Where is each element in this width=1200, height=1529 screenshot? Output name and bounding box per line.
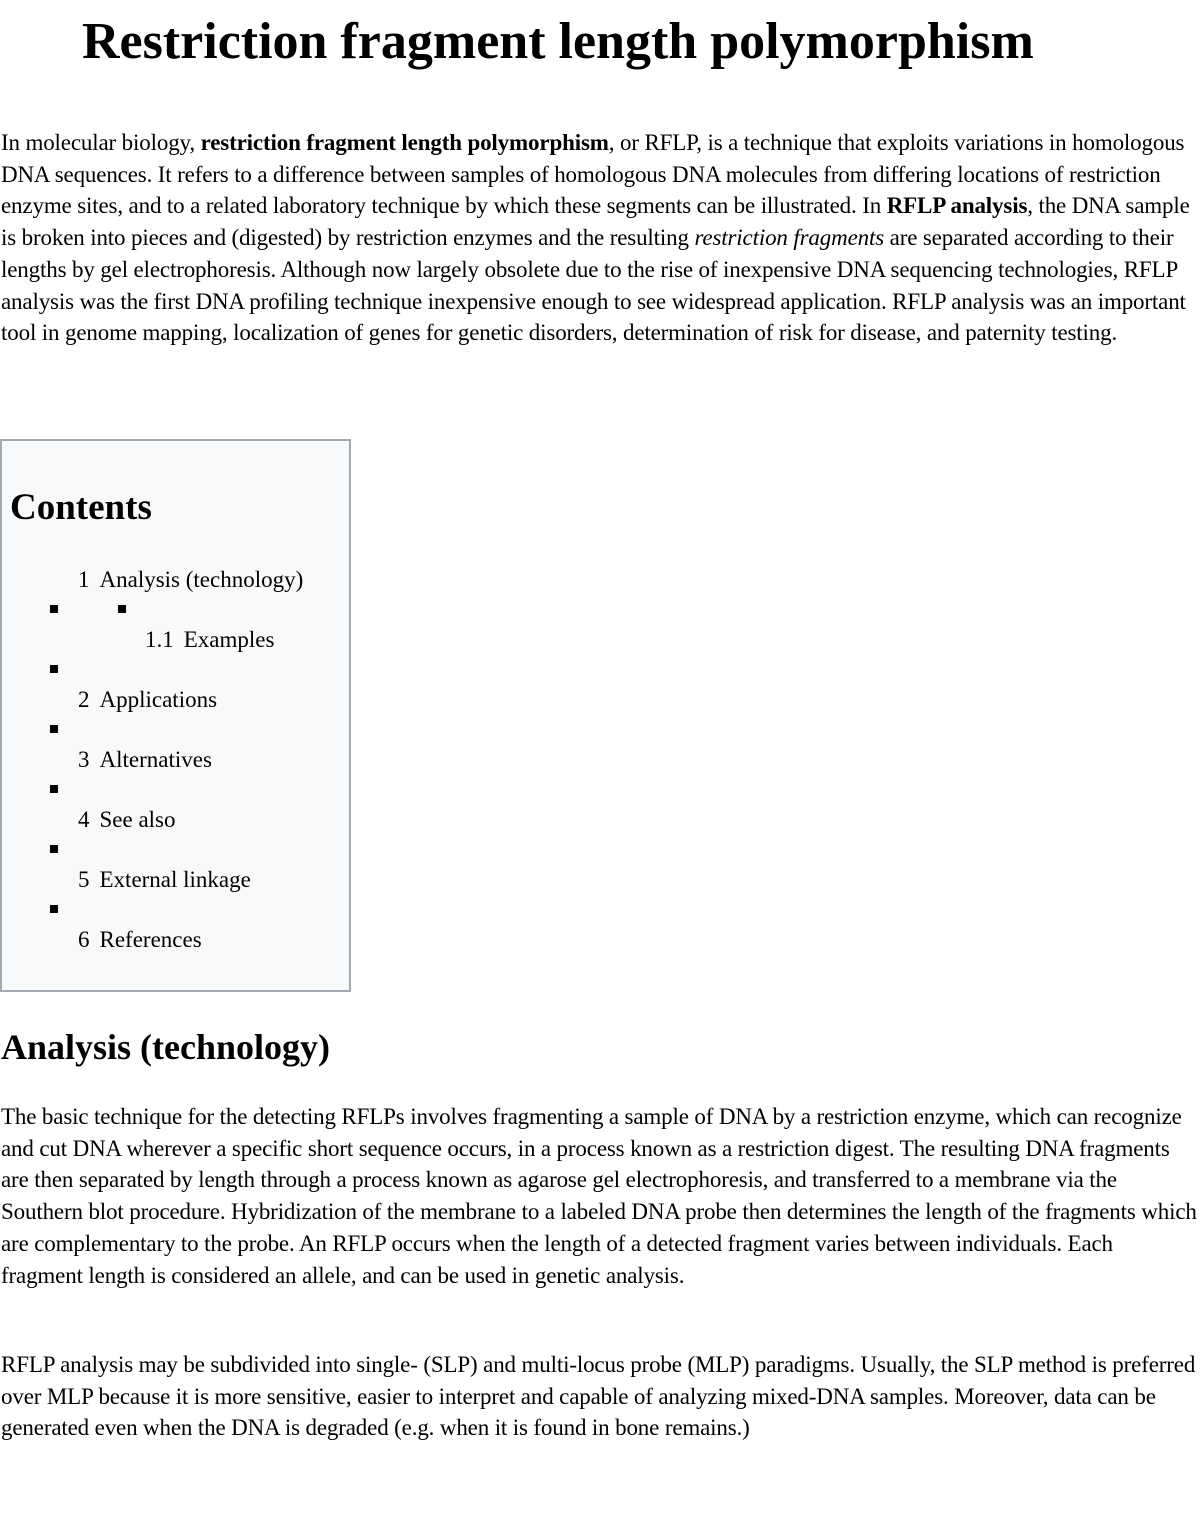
section-heading-analysis: Analysis (technology) xyxy=(1,1027,331,1067)
toc-item-external-linkage[interactable] xyxy=(78,865,251,895)
toc-title: Contents xyxy=(10,487,152,528)
intro-text-4: are separated according to their lengths by gel electrophoresis. Although now largely obsolete due to the rise of inexpensive DNA sequencing technologies, RFLP analysis was the first DNA profiling technique inexpensive enough to see widespread application. RFLP analysis was an important tool in genome mapping, localization of genes for genetic disorders, determination of risk for disease, and paternity testing. xyxy=(1,225,1186,346)
toc-item-number: 6 xyxy=(78,927,90,952)
toc-item-label: External linkage xyxy=(99,867,251,892)
toc-item-see-also[interactable] xyxy=(78,805,176,835)
toc-item-label: Alternatives xyxy=(99,747,212,772)
page-title: Restriction fragment length polymorphism xyxy=(82,13,1034,70)
intro-bold-term: restriction fragment length polymorphism xyxy=(200,130,609,155)
toc-sub-bullet-icon xyxy=(118,605,126,613)
toc-item-label: References xyxy=(99,927,202,952)
intro-bold-rflp-analysis: RFLP analysis xyxy=(886,193,1028,219)
toc-item-number: 2 xyxy=(78,687,90,712)
toc-item-label: Examples xyxy=(183,627,275,652)
toc-item-number: 5 xyxy=(78,867,90,892)
toc-item-label: Analysis (technology) xyxy=(99,567,304,592)
intro-text-1: In molecular biology, xyxy=(1,130,201,155)
toc-item-references[interactable] xyxy=(78,925,202,955)
toc-bullet-icon xyxy=(50,905,58,913)
toc-item-number: 1.1 xyxy=(145,627,174,652)
intro-text-2: , or RFLP, is a technique that exploits variations in homologous DNA sequences. It refers to a difference between samples of homologous DNA molecules from differing locations of restriction enzyme sites, and to a related laboratory technique by which these segments can be illustrated. In xyxy=(1,130,1185,219)
toc-bullet-icon xyxy=(50,845,58,853)
toc-item-number: 4 xyxy=(78,807,90,832)
toc-item-label: See also xyxy=(99,807,176,832)
analysis-paragraph-2: RFLP analysis may be subdivided into single- (SLP) and multi-locus probe (MLP) paradigms. Usually, the SLP method is preferred over MLP because it is more sensitive, easier to interpret and capable of analyzing mixed-DNA samples. Moreover, data can be generated even when the DNA is degraded (e.g. when it is found in bone remains.) xyxy=(1,1352,1196,1441)
toc-bullet-icon xyxy=(50,605,58,613)
intro-paragraph xyxy=(1,127,1197,349)
analysis-paragraph-1: The basic technique for the detecting RFLPs involves fragmenting a sample of DNA by a restriction enzyme, which can recognize and cut DNA wherever a specific short sequence occurs, in a process known as a restriction digest. The resulting DNA fragments are then separated by length through a process known as agarose gel electrophoresis, and transferred to a membrane via the Southern blot procedure. Hybridization of the membrane to a labeled DNA probe then determines the length of the fragments which are complementary to the probe. An RFLP occurs when the length of a detected fragment varies between individuals. Each fragment length is considered an allele, and can be used in genetic analysis. xyxy=(1,1104,1197,1288)
table-of-contents xyxy=(0,439,351,992)
toc-item-label: Applications xyxy=(99,687,218,712)
intro-text-3: , the DNA sample is broken into pieces and (digested) by restriction enzymes and the resulting xyxy=(1,193,1190,251)
toc-item-number: 1 xyxy=(78,567,90,592)
toc-bullet-icon xyxy=(50,785,58,793)
toc-item-analysis[interactable] xyxy=(78,565,303,595)
toc-item-alternatives[interactable] xyxy=(78,745,212,775)
intro-italic-term: restriction fragments xyxy=(694,225,885,251)
toc-item-examples[interactable] xyxy=(145,625,274,655)
toc-bullet-icon xyxy=(50,725,58,733)
toc-item-number: 3 xyxy=(78,747,90,772)
toc-item-applications[interactable] xyxy=(78,685,217,715)
toc-bullet-icon xyxy=(50,665,58,673)
